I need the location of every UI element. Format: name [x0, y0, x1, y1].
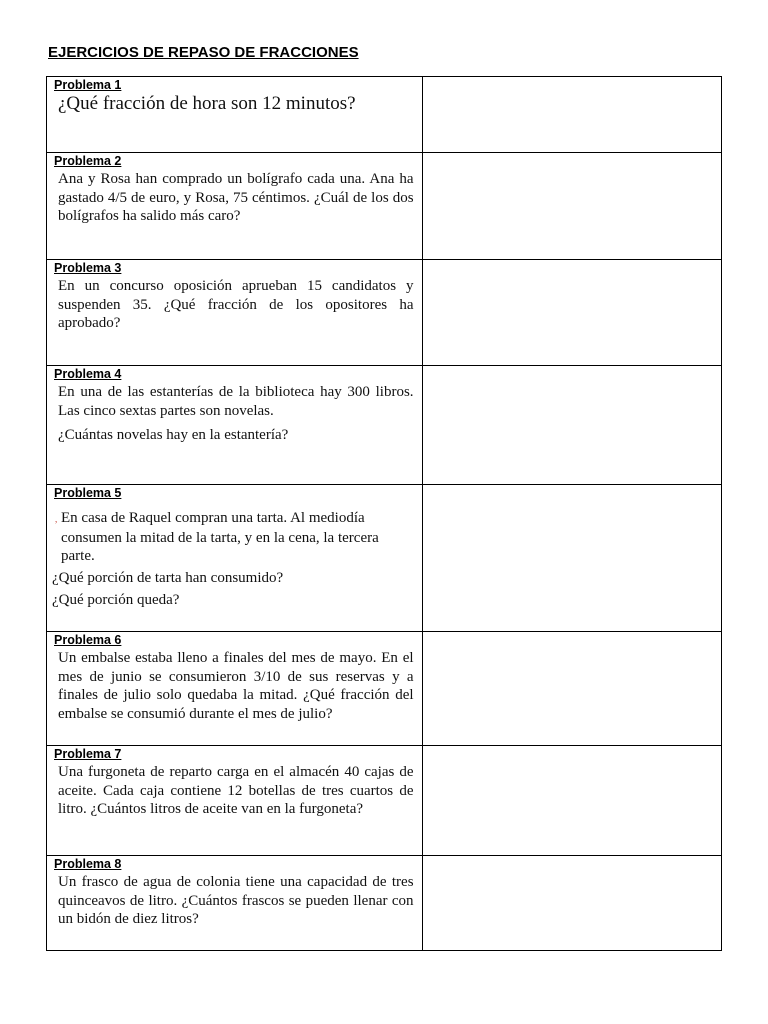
problem-5-label: Problema 5: [54, 486, 122, 500]
problem-1-label: Problema 1: [54, 78, 122, 92]
problems-table: [46, 76, 722, 951]
problem-7-text: Una furgoneta de reparto carga en el almacén 40 cajas de aceite. Cada caja contiene 12 botellas de tres cuartos de litro. ¿Cuántos litros de aceite van en la furgoneta?: [58, 764, 414, 817]
problem-2-label: Problema 2: [54, 154, 122, 168]
problem-4-question: ¿Cuántas novelas hay en la estantería?: [58, 427, 289, 443]
problem-5-text-block: [51, 509, 414, 566]
problem-3-answer-cell[interactable]: [422, 260, 721, 366]
problem-4-label: Problema 4: [54, 367, 122, 381]
problem-3-label: Problema 3: [54, 261, 122, 275]
problem-row-3: [47, 260, 722, 366]
problem-1-answer-cell[interactable]: [422, 77, 721, 153]
problem-8-text: Un frasco de agua de colonia tiene una capacidad de tres quinceavos de litro. ¿Cuántos frascos se pueden llenar con un bidón de diez litros?: [58, 874, 414, 927]
problem-3-text: En un concurso oposición aprueban 15 candidatos y suspenden 35. ¿Qué fracción de los opositores ha aprobado?: [58, 278, 414, 331]
problem-8-statement-cell: [47, 856, 423, 951]
problem-row-8: [47, 856, 722, 951]
problem-5-answer-cell[interactable]: [422, 485, 721, 632]
problem-1-statement-cell: [47, 77, 423, 153]
problem-row-5: [47, 485, 722, 632]
problem-6-text: Un embalse estaba lleno a finales del mes de mayo. En el mes de junio se consumieron 3/10 de sus reservas y a finales de julio solo quedaba la mitad. ¿Qué fracción del embalse se consumió durante el mes de julio?: [58, 650, 414, 722]
problem-4-answer-cell[interactable]: [422, 366, 721, 485]
problem-5-text: En casa de Raquel compran una tarta. Al mediodía consumen la mitad de la tarta, y en la cena, la tercera parte.: [61, 510, 379, 564]
problem-4-statement-cell: [47, 366, 423, 485]
problem-2-statement-cell: [47, 153, 423, 260]
problem-5-question-2: ¿Qué porción queda?: [52, 592, 180, 608]
problem-5-statement-cell: [47, 485, 423, 632]
problem-7-answer-cell[interactable]: [422, 746, 721, 856]
problem-6-statement-cell: [47, 632, 423, 746]
problem-3-statement-cell: [47, 260, 423, 366]
problem-8-label: Problema 8: [54, 857, 122, 871]
problem-row-7: [47, 746, 722, 856]
document-title: EJERCICIOS DE REPASO DE FRACCIONES: [48, 44, 359, 61]
problem-row-4: [47, 366, 722, 485]
problem-6-label: Problema 6: [54, 633, 122, 647]
problem-row-2: [47, 153, 722, 260]
problem-4-text: En una de las estanterías de la biblioteca hay 300 libros. Las cinco sextas partes son novelas.: [58, 384, 414, 419]
problem-2-answer-cell[interactable]: [422, 153, 721, 260]
problem-7-label: Problema 7: [54, 747, 122, 761]
problem-row-6: [47, 632, 722, 746]
problem-7-statement-cell: [47, 746, 423, 856]
problem-2-text: Ana y Rosa han comprado un bolígrafo cada una. Ana ha gastado 4/5 de euro, y Rosa, 75 céntimos. ¿Cuál de los dos bolígrafos ha salido más caro?: [58, 171, 414, 224]
problem-1-text: ¿Qué fracción de hora son 12 minutos?: [58, 93, 356, 114]
problem-row-1: [47, 77, 722, 153]
problem-6-answer-cell[interactable]: [422, 632, 721, 746]
problem-5-question-1: ¿Qué porción de tarta han consumido?: [52, 569, 284, 586]
problem-8-answer-cell[interactable]: [422, 856, 721, 951]
red-mark-icon: ,: [55, 514, 58, 524]
